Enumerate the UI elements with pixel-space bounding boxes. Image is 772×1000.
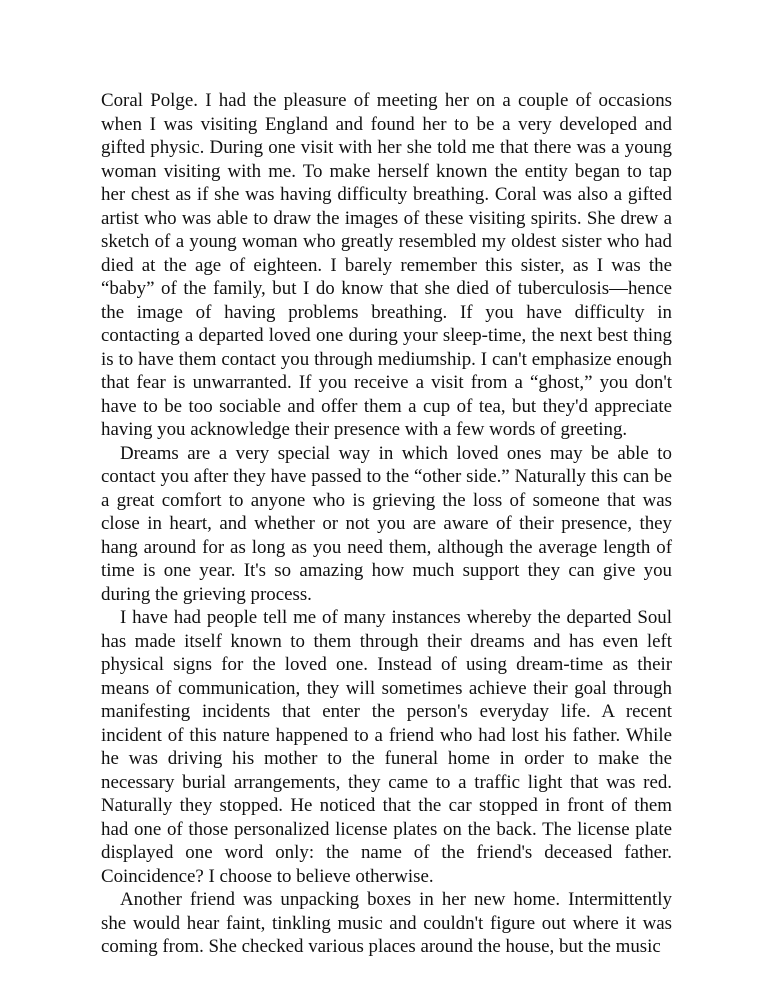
paragraph-continued: Coral Polge. I had the pleasure of meeting her on a couple of occasions when I was visiting England and found her to be a very developed and gifted physic. During one visit with her she told me that there was a young woman visiting with me. To make herself known the entity began to tap her chest as if she was having difficulty breathing. Coral was also a gifted artist who was able to draw the images of these visiting spirits. She drew a sketch of a young woman who greatly resembled my oldest sister who had died at the age of eighteen. I barely remember this sister, as I was the “baby” of the family, but I do know that she died of tuberculosis—hence the image of having problems breathing. If you have difficulty in contacting a departed loved one during your sleep-time, the next best thing is to have them contact you through mediumship. I can't emphasize enough that fear is unwarranted. If you receive a visit from a “ghost,” you don't have to be too sociable and offer them a cup of tea, but they'd appreciate having you acknowledge their presence with a few words of greeting. xyxy=(101,90,672,440)
paragraph-departed-soul: I have had people tell me of many instances whereby the departed Soul has made itself known to them through their dreams and has even left physical signs for the loved one. Instead of using dream-time as their means of communication, they will sometimes achieve their goal through manifesting incidents that enter the person's everyday life. A recent incident of this nature happened to a friend who had lost his father. While he was driving his mother to the funeral home in order to make the necessary burial arrangements, they came to a traffic light that was red. Naturally they stopped. He noticed that the car stopped in front of them had one of those personalized license plates on the back. The license plate displayed one word only: the name of the friend's deceased father. Coincidence? I choose to believe otherwise. xyxy=(101,607,672,887)
book-page xyxy=(101,89,672,959)
paragraph-dreams: Dreams are a very special way in which loved ones may be able to contact you after they have passed to the “other side.” Naturally this can be a great comfort to anyone who is grieving the loss of someone that was close in heart, and whether or not you are aware of their presence, they hang around for as long as you need them, although the average length of time is one year. It's so amazing how much support they can give you during the grieving process. xyxy=(101,442,672,605)
paragraph-another-friend: Another friend was unpacking boxes in her new home. Intermittently she would hear faint, tinkling music and couldn't figure out where it was coming from. She checked various places around the house, but the music xyxy=(101,889,672,957)
